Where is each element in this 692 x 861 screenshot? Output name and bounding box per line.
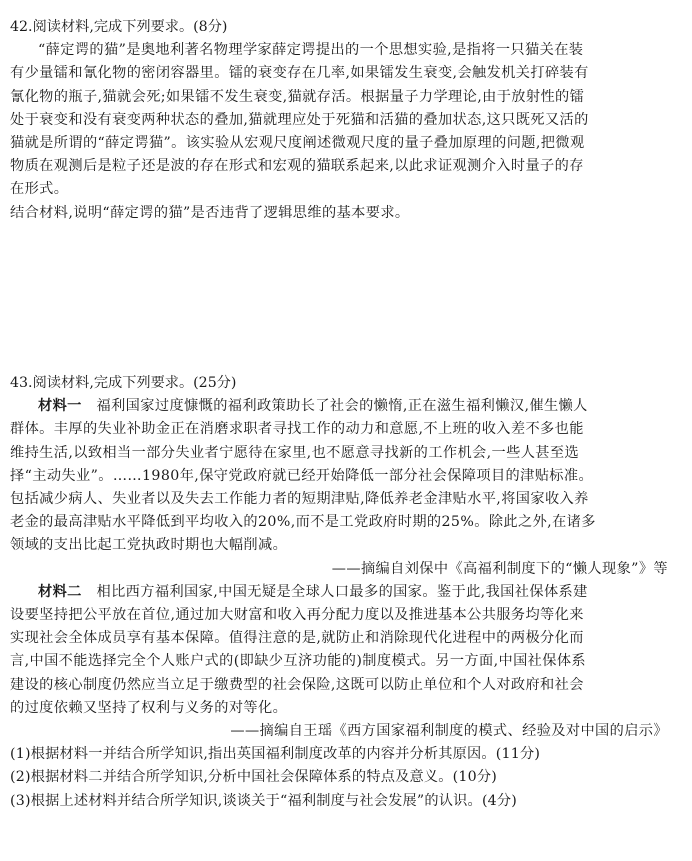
material-1-line: 领域的支出比起工党执政时期也大幅削减。 [10,537,288,554]
material-1-line: 包括减少病人、失业者以及失去工作能力者的短期津贴,降低养老金津贴水平,将国家收入养 [10,491,589,508]
q42-material-line: 在形式。 [10,181,69,198]
question-42-prompt: 结合材料,说明“薛定谔的猫”是否违背了逻辑思维的基本要求。 [10,204,410,221]
material-2-line: 的过度依赖又坚持了权利与义务的对等化。 [10,699,288,716]
q42-material-line: 处于衰变和没有衰变两种状态的叠加,猫就理应处于死猫和活猫的叠加状态,这只既死又活的 [10,111,589,128]
q42-material-line: “薛定谔的猫”是奥地利著名物理学家薛定谔提出的一个思想实验,是指将一只猫关在装 [38,42,584,59]
material-1-line: 群体。丰厚的失业补助金正在消磨求职者寻找工作的动力和意愿,不上班的收入差不多也能 [10,421,584,438]
question-43-title: 43.阅读材料,完成下列要求。(25分) [10,375,237,391]
material-2-source: ——摘编自王瑶《西方国家福利制度的模式、经验及对中国的启示》 [230,723,668,740]
question-42 [10,16,682,225]
sub-question-3: (3)根据上述材料并结合所学知识,谈谈关于“福利制度与社会发展”的认识。(4分) [10,792,518,809]
material-1-first-line [10,395,682,418]
material-1-label: 材料一 [38,398,82,415]
q42-material-line: 猫就是所谓的“薛定谔猫”。该实验从宏观尺度阐述微观尺度的量子叠加原理的问题,把微观 [10,135,585,152]
q42-material-line: 有少量镭和氰化物的密闭容器里。镭的衰变存在几率,如果镭发生衰变,会触发机关打碎装有 [10,65,589,82]
material-2-text: 相比西方福利国家,中国无疑是全球人口最多的国家。鉴于此,我国社保体系建 [96,583,588,600]
material-1-line: 老金的最高津贴水平降低到平均收入的20%,而不是工党政府时期的25%。除此之外,在诸多 [10,514,596,531]
question-43 [10,372,682,813]
material-2-first-line [10,581,682,604]
q42-material-line: 物质在观测后是粒子还是波的存在形式和宏观的猫联系起来,以此求证观测介入时量子的存 [10,158,584,175]
material-2-line: 实现社会全体成员享有基本保障。值得注意的是,就防止和消除现代化进程中的两极分化而 [10,630,584,647]
material-2-label: 材料二 [38,583,82,600]
material-2-line: 言,中国不能选择完全个人账户式的(即缺少互济功能的)制度模式。另一方面,中国社保体系 [10,653,587,670]
material-2-line: 建设的核心制度仍然应当立足于缴费型的社会保险,这既可以防止单位和个人对政府和社会 [10,676,584,693]
q42-material-line: 氰化物的瓶子,猫就会死;如果镭不发生衰变,猫就存活。根据量子力学理论,由于放射性的镭 [10,88,585,105]
sub-question-2: (2)根据材料二并结合所学知识,分析中国社会保障体系的特点及意义。(10分) [10,769,497,786]
material-2-line: 设要坚持把公平放在首位,通过加大财富和收入再分配力度以及推进基本公共服务均等化来 [10,607,584,624]
material-1-line: 维持生活,以致相当一部分失业者宁愿待在家里,也不愿意寻找新的工作机会,一些人甚至选 [10,444,580,461]
material-1-source: ——摘编自刘保中《高福利制度下的“懒人现象”》等 [331,560,668,577]
sub-question-1: (1)根据材料一并结合所学知识,指出英国福利制度改革的内容并分析其原因。(11分) [10,746,541,763]
material-1-line: 择“主动失业”。……1980年,保守党政府就已经开始降低一部分社会保障项目的津贴标准。 [10,467,594,484]
question-42-title: 42.阅读材料,完成下列要求。(8分) [10,19,228,35]
material-1-text: 福利国家过度慷慨的福利政策助长了社会的懒惰,正在滋生福利懒汉,催生懒人 [96,398,588,415]
